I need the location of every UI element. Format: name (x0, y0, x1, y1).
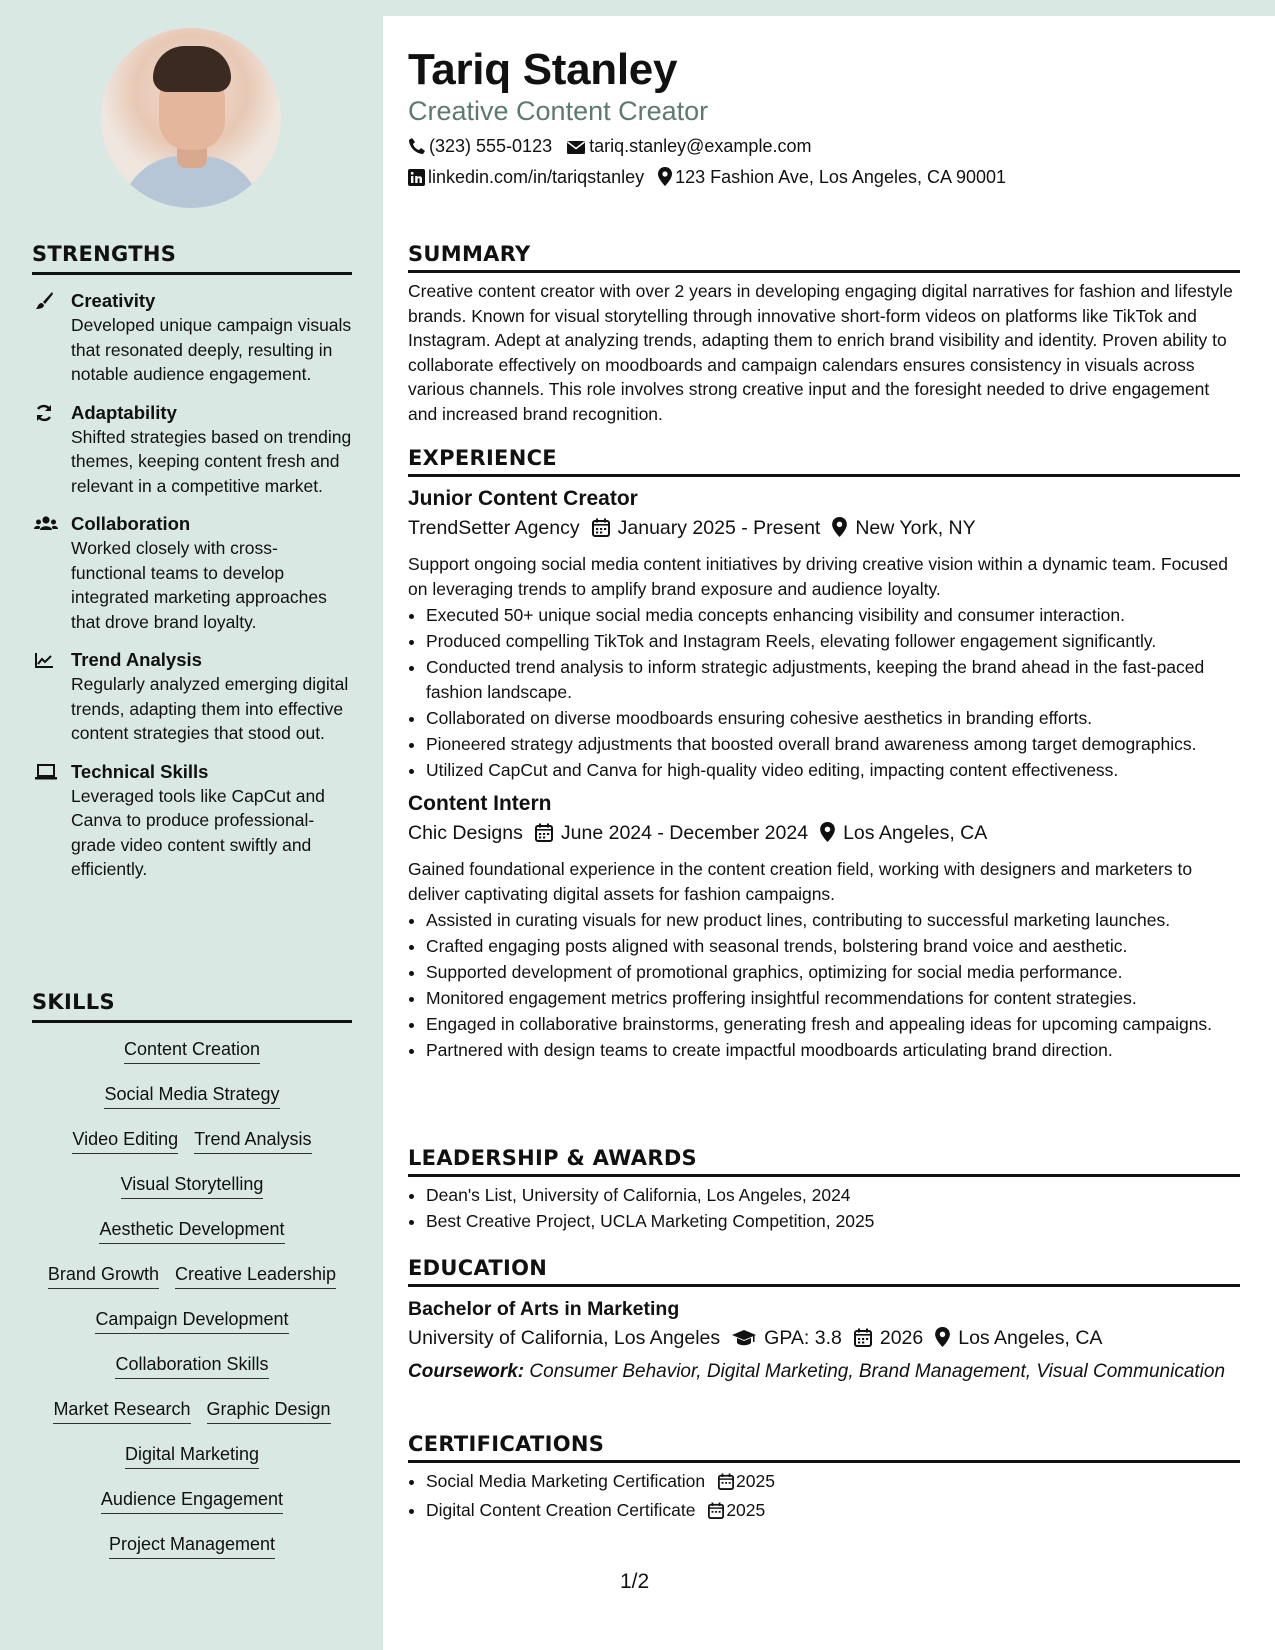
email-link[interactable]: tariq.stanley@example.com (589, 136, 812, 156)
linkedin-link[interactable]: linkedin.com/in/tariqstanley (428, 167, 645, 187)
summary-text: Creative content creator with over 2 years in developing engaging digital narratives for fashion and lifestyle brands. Known for visual storytelling through innovative short-form videos on platforms like TikTok and Instagram. Adept at analyzing trends, adapting them to enrich brand visibility and identity. Proven ability to collaborate effectively on moodboards and campaign calendars ensures consistency in visuals across various channels. This role involves strong creative input and the foresight needed to drive engagement and increased brand recognition. (408, 281, 1233, 424)
phone-icon (408, 137, 426, 161)
laptop-icon (34, 762, 56, 782)
job-location: New York, NY (855, 517, 976, 539)
job-title: Content Intern (408, 792, 552, 815)
skill-tag: Visual Storytelling (121, 1172, 264, 1199)
skills-list (32, 1037, 352, 1577)
skill-tag: Digital Marketing (125, 1442, 259, 1469)
list-item: • Assisted in curating visuals for new product lines, contributing to successful marketing launches. (426, 908, 1240, 933)
leadership-heading: LEADERSHIP & AWARDS (408, 1146, 1240, 1177)
paintbrush-icon (34, 291, 56, 311)
main-content (383, 16, 1275, 1650)
skill-tag: Brand Growth (48, 1262, 159, 1289)
job-dates: June 2024 - December 2024 (560, 822, 809, 844)
calendar-icon (535, 821, 553, 851)
list-item: • Supported development of promotional graphics, optimizing for social media performance. (426, 960, 1240, 985)
skill-tag: Graphic Design (207, 1397, 331, 1424)
school-name: University of California, Los Angeles (408, 1327, 721, 1349)
strength-title: Adaptability (71, 401, 177, 423)
sidebar (0, 0, 383, 1650)
skill-tag: Trend Analysis (194, 1127, 311, 1154)
strength-item (32, 289, 352, 387)
strengths-heading: STRENGTHS (32, 242, 352, 275)
skill-tag: Project Management (109, 1532, 275, 1559)
leadership-section (408, 1146, 1240, 1235)
strength-desc: Regularly analyzed emerging digital trends, adapting them into effective content strategies that stood out. (71, 674, 349, 743)
graduation-cap-icon (732, 1326, 756, 1356)
job-entry (408, 485, 1240, 782)
map-marker-icon (832, 516, 847, 546)
cert-name: Digital Content Creation Certificate (426, 1500, 696, 1520)
education-section (408, 1256, 1240, 1384)
chart-line-icon (34, 650, 56, 670)
linkedin-icon (408, 168, 425, 192)
job-role: Creative Content Creator (408, 96, 709, 126)
strength-title: Technical Skills (71, 760, 209, 782)
leadership-list (408, 1183, 1240, 1234)
map-marker-icon (820, 821, 835, 851)
calendar-icon (854, 1326, 872, 1356)
calendar-icon (708, 1501, 724, 1526)
address-text: 123 Fashion Ave, Los Angeles, CA 90001 (675, 167, 1007, 187)
map-marker-icon (658, 167, 672, 192)
envelope-icon (566, 137, 586, 161)
strength-desc: Shifted strategies based on trending themes, keeping content fresh and relevant in a competitive market. (71, 426, 352, 496)
skills-heading: SKILLS (32, 990, 352, 1023)
list-item: • Crafted engaging posts aligned with seasonal trends, bolstering brand voice and aesthetic. (426, 934, 1240, 959)
job-location: Los Angeles, CA (843, 822, 988, 844)
graduation-year: 2026 (879, 1327, 924, 1349)
list-item: • Executed 50+ unique social media concepts enhancing visibility and consumer interaction. (426, 603, 1240, 628)
list-item (426, 1498, 1240, 1526)
job-meta (408, 513, 1240, 546)
list-item: • Pioneered strategy adjustments that boosted overall brand awareness among target demographics. (426, 732, 1240, 757)
profile-photo (101, 28, 281, 208)
list-item: • Collaborated on diverse moodboards ensuring cohesive aesthetics in branding efforts. (426, 706, 1240, 731)
cert-year: 2025 (736, 1471, 775, 1491)
strength-title: Creativity (71, 290, 156, 311)
school-location: Los Angeles, CA (958, 1327, 1103, 1349)
list-item: • Produced compelling TikTok and Instagram Reels, elevating follower engagement significantly. (426, 629, 1240, 654)
skill-tag: Collaboration Skills (115, 1352, 268, 1379)
strengths-section (32, 242, 352, 882)
strength-desc: Worked closely with cross-functional teams to develop integrated marketing approaches that drove brand loyalty. (71, 538, 327, 632)
skill-tag: Creative Leadership (175, 1262, 336, 1289)
list-item (426, 1469, 1240, 1497)
strength-item (32, 760, 352, 882)
contact-row (408, 165, 1006, 192)
users-icon (34, 514, 56, 534)
contact-row (408, 134, 811, 161)
strength-item (32, 512, 352, 634)
job-meta (408, 818, 1240, 851)
strength-item (32, 648, 352, 746)
job-bullets (408, 908, 1240, 1063)
company-name: Chic Designs (408, 822, 523, 844)
strength-title: Trend Analysis (71, 649, 202, 670)
company-name: TrendSetter Agency (408, 517, 580, 539)
certifications-heading: CERTIFICATIONS (408, 1432, 1240, 1463)
summary-section (408, 242, 1240, 426)
phone-text: (323) 555-0123 (429, 136, 553, 156)
list-item: • Partnered with design teams to create impactful moodboards articulating brand direction. (426, 1038, 1240, 1063)
list-item: • Dean's List, University of California, Los Angeles, 2024 (426, 1183, 1240, 1208)
education-meta (408, 1323, 1240, 1356)
skill-tag: Video Editing (72, 1127, 178, 1154)
coursework-label: Coursework: (408, 1361, 525, 1382)
skill-tag: Audience Engagement (101, 1487, 283, 1514)
list-item: • Best Creative Project, UCLA Marketing Competition, 2025 (426, 1209, 1240, 1234)
person-name: Tariq Stanley (408, 45, 678, 94)
experience-heading: EXPERIENCE (408, 446, 1240, 477)
skill-tag: Social Media Strategy (104, 1082, 279, 1109)
job-entry (408, 790, 1240, 1063)
degree-title: Bachelor of Arts in Marketing (408, 1298, 680, 1320)
list-item: • Monitored engagement metrics proffering insightful recommendations for content strategies. (426, 986, 1240, 1011)
cert-year: 2025 (726, 1500, 766, 1520)
job-dates: January 2025 - Present (617, 517, 821, 539)
skill-tag: Market Research (53, 1397, 190, 1424)
skill-tag: Content Creation (124, 1037, 260, 1064)
education-heading: EDUCATION (408, 1256, 1240, 1287)
job-description: Support ongoing social media content initiatives by driving creative vision within a dynamic team. Focused on leveraging trends to amplify brand exposure and audience loyalty. (408, 554, 1229, 599)
experience-section (408, 446, 1240, 1064)
map-marker-icon (935, 1326, 950, 1356)
sync-icon (34, 403, 56, 423)
strength-desc: Leveraged tools like CapCut and Canva to produce professional-grade video content swiftly and efficiently. (71, 785, 325, 879)
job-title: Junior Content Creator (408, 487, 638, 510)
page-number: 1/2 (620, 1570, 650, 1593)
skill-tag: Aesthetic Development (99, 1217, 284, 1244)
certifications-section (408, 1432, 1240, 1527)
calendar-icon (592, 516, 610, 546)
strength-title: Collaboration (71, 513, 191, 534)
certifications-list (408, 1469, 1240, 1526)
job-description: Gained foundational experience in the content creation field, working with designers and marketers to deliver captivating digital assets for fashion campaigns. (408, 859, 1193, 904)
job-bullets (408, 603, 1240, 782)
calendar-icon (718, 1472, 734, 1497)
list-item: • Utilized CapCut and Canva for high-quality video editing, impacting content effectiveness. (426, 758, 1240, 783)
coursework-list: Consumer Behavior, Digital Marketing, Brand Management, Visual Communication (524, 1361, 1226, 1382)
coursework (408, 1360, 1240, 1384)
skill-tag: Campaign Development (95, 1307, 288, 1334)
cert-name: Social Media Marketing Certification (426, 1471, 706, 1491)
strength-item (32, 401, 352, 499)
list-item: • Engaged in collaborative brainstorms, generating fresh and appealing ideas for upcoming campaigns. (426, 1012, 1240, 1037)
list-item: • Conducted trend analysis to inform strategic adjustments, keeping the brand ahead in the fast-paced fashion landscape. (426, 655, 1240, 704)
strength-desc: Developed unique campaign visuals that resonated deeply, resulting in notable audience engagement. (71, 315, 352, 384)
skills-section (32, 990, 352, 1577)
summary-heading: SUMMARY (408, 242, 1240, 273)
gpa: GPA: 3.8 (764, 1327, 842, 1349)
